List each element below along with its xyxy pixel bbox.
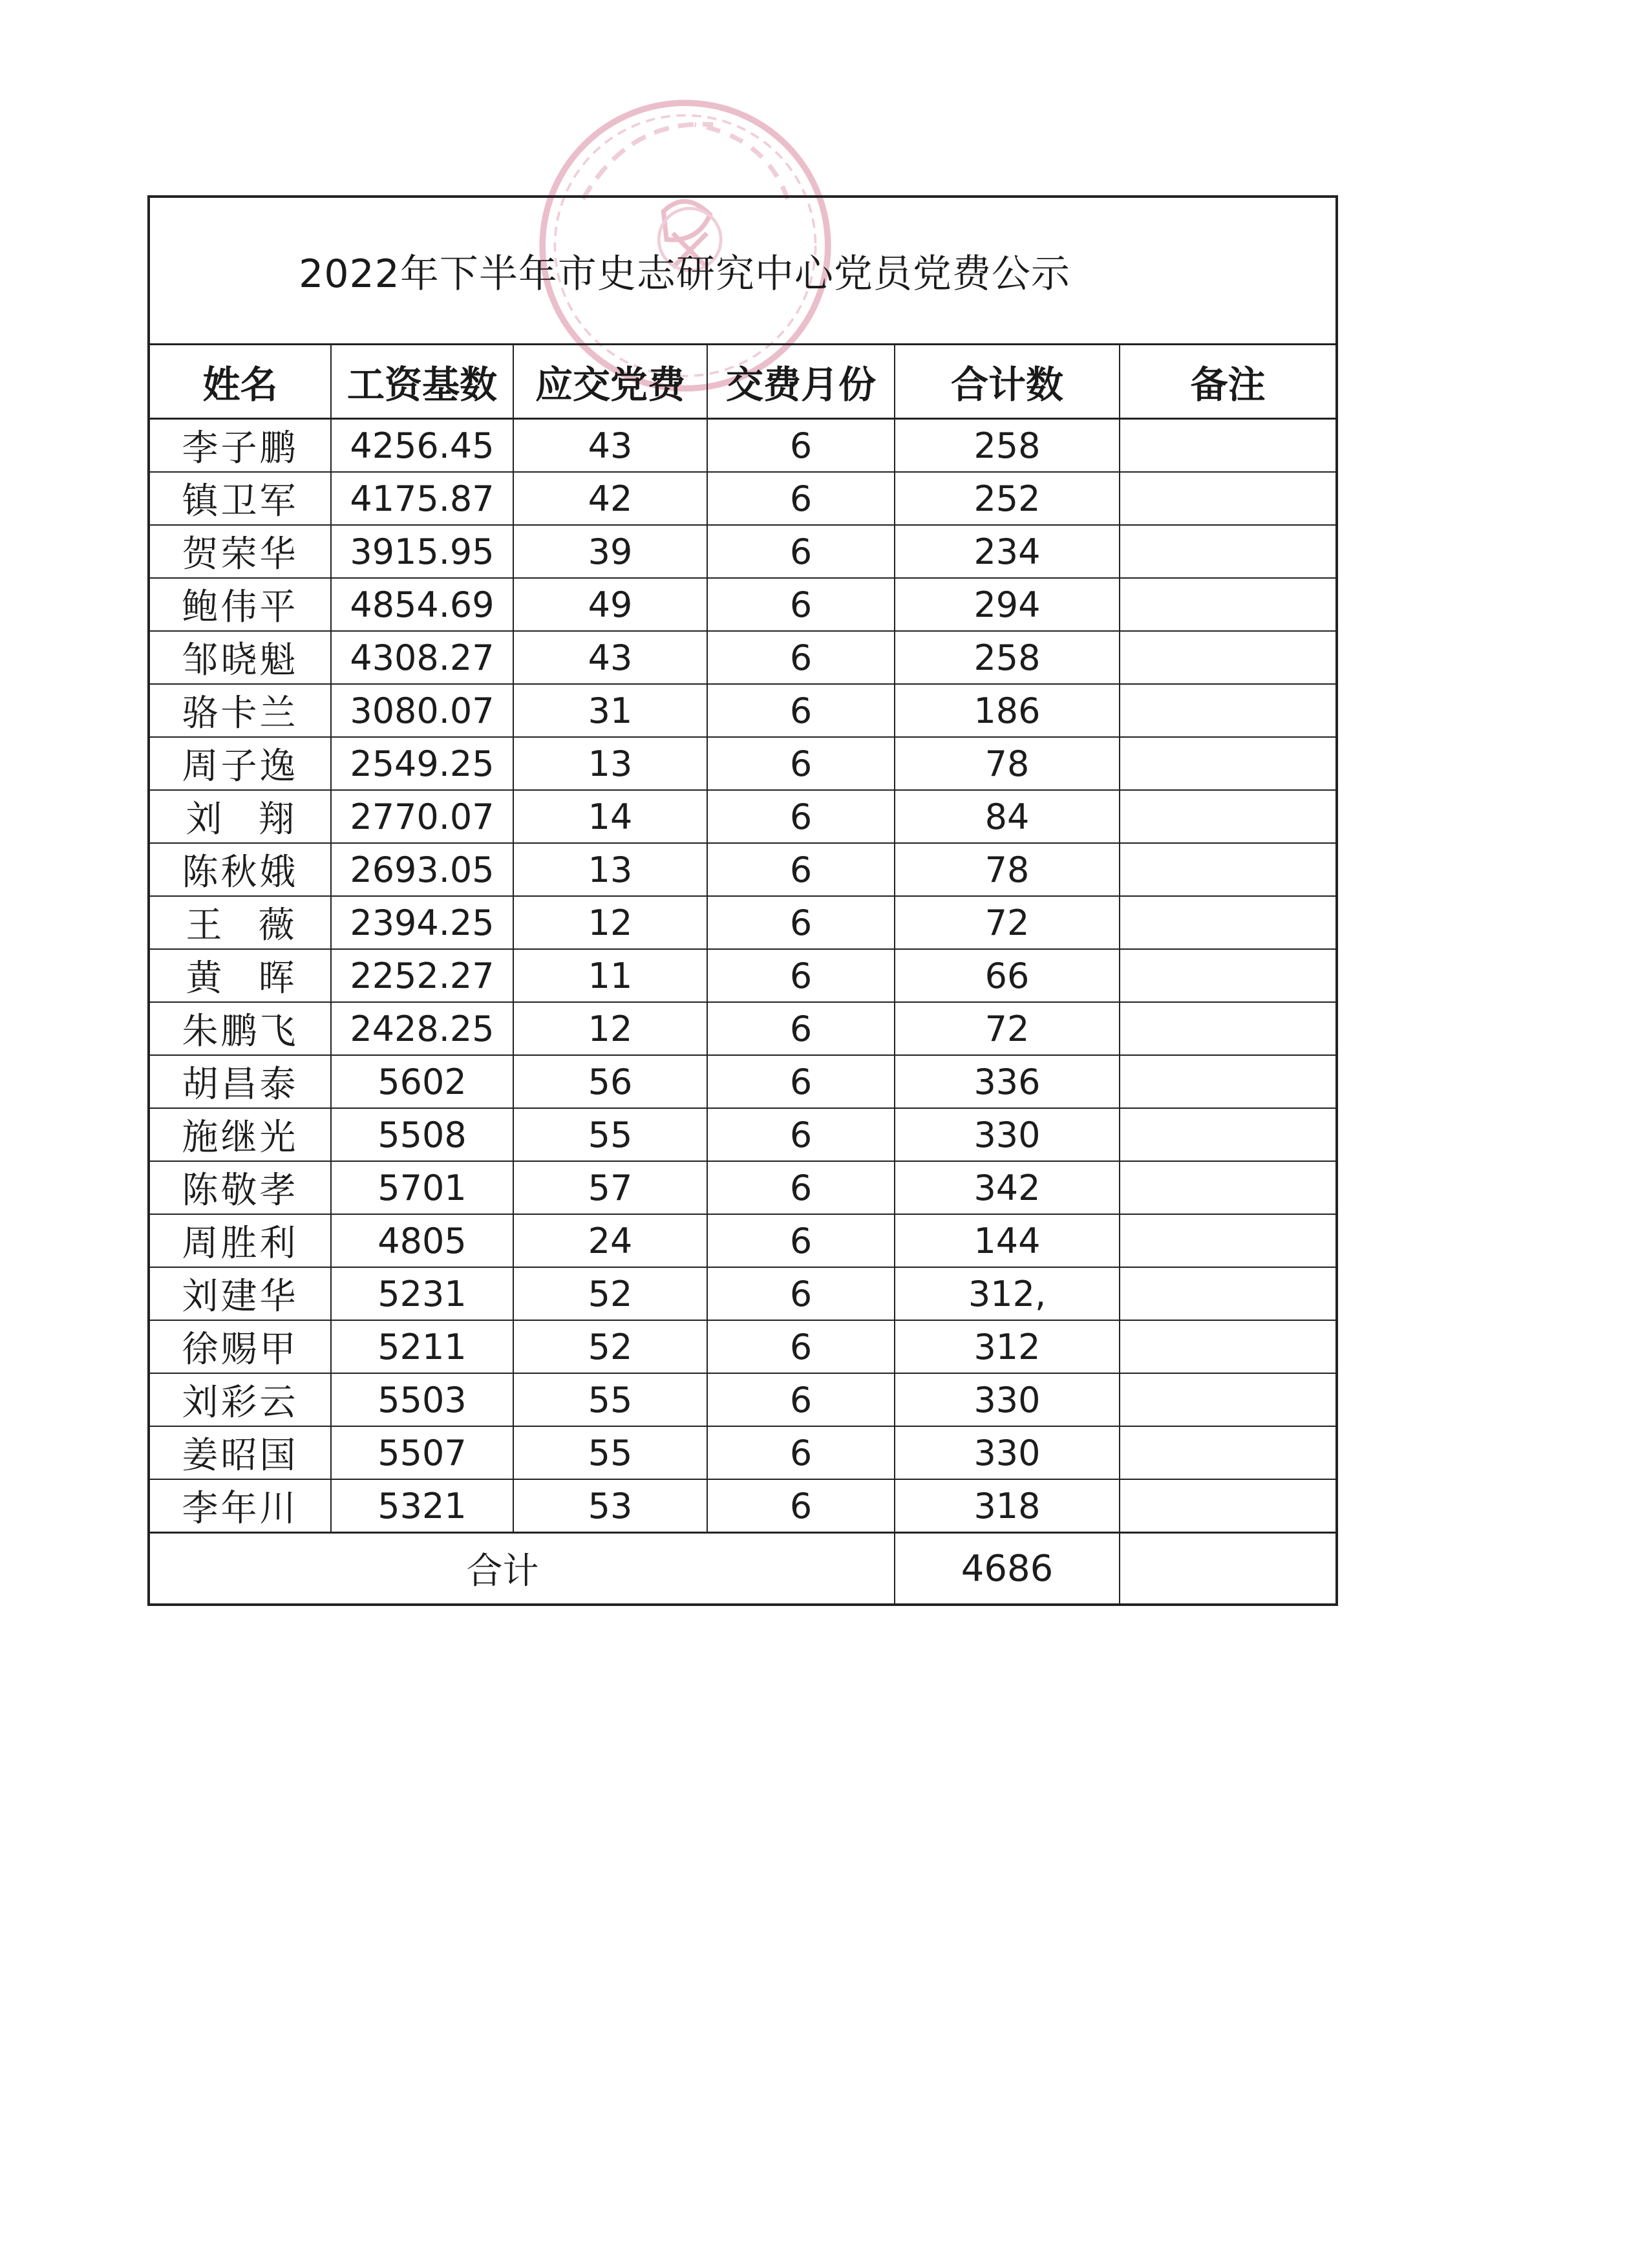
cell-months: 6: [707, 578, 895, 631]
cell-name: 陈敬孝: [150, 1161, 331, 1214]
header-fee-due: 应交党费: [513, 345, 707, 419]
cell-due: 13: [513, 737, 707, 790]
cell-due: 57: [513, 1161, 707, 1214]
cell-salary: 5321: [331, 1479, 513, 1533]
cell-remark: [1120, 896, 1335, 949]
table-row: [150, 1002, 1335, 1055]
cell-remark: [1120, 578, 1335, 631]
cell-due: 53: [513, 1479, 707, 1533]
cell-months: 6: [707, 525, 895, 578]
cell-months: 6: [707, 896, 895, 949]
cell-name: 骆卡兰: [150, 684, 331, 737]
cell-salary: 4854.69: [331, 578, 513, 631]
cell-months: 6: [707, 1373, 895, 1426]
cell-due: 31: [513, 684, 707, 737]
cell-months: 6: [707, 1320, 895, 1373]
table-row: [150, 1161, 1335, 1214]
cell-remark: [1120, 1055, 1335, 1108]
cell-name: 周胜利: [150, 1214, 331, 1267]
cell-due: 12: [513, 1002, 707, 1055]
cell-total: 78: [895, 737, 1120, 790]
cell-name: 王 薇: [150, 896, 331, 949]
table-row: [150, 896, 1335, 949]
cell-total: 258: [895, 631, 1120, 684]
cell-due: 55: [513, 1426, 707, 1479]
cell-months: 6: [707, 1479, 895, 1533]
summary-total: 4686: [895, 1533, 1120, 1604]
summary-row: [150, 1533, 1335, 1604]
cell-remark: [1120, 843, 1335, 896]
table-row: [150, 1108, 1335, 1161]
cell-due: 52: [513, 1267, 707, 1320]
cell-months: 6: [707, 472, 895, 525]
cell-salary: 4256.45: [331, 419, 513, 473]
cell-months: 6: [707, 737, 895, 790]
cell-due: 39: [513, 525, 707, 578]
cell-salary: 4805: [331, 1214, 513, 1267]
table-row: [150, 419, 1335, 473]
cell-total: 318: [895, 1479, 1120, 1533]
cell-remark: [1120, 949, 1335, 1002]
table-row: [150, 1373, 1335, 1426]
cell-remark: [1120, 1479, 1335, 1533]
table-row: [150, 1055, 1335, 1108]
summary-remark: [1120, 1533, 1335, 1604]
summary-label-cell: [150, 1533, 895, 1604]
cell-total: 336: [895, 1055, 1120, 1108]
cell-name: 黄 晖: [150, 949, 331, 1002]
cell-due: 13: [513, 843, 707, 896]
header-name: 姓名: [150, 345, 331, 419]
cell-salary: 2394.25: [331, 896, 513, 949]
cell-months: 6: [707, 631, 895, 684]
cell-remark: [1120, 737, 1335, 790]
table-row: [150, 737, 1335, 790]
cell-months: 6: [707, 684, 895, 737]
cell-due: 42: [513, 472, 707, 525]
cell-remark: [1120, 419, 1335, 473]
cell-remark: [1120, 1214, 1335, 1267]
cell-salary: 5602: [331, 1055, 513, 1108]
cell-due: 43: [513, 419, 707, 473]
cell-salary: 3080.07: [331, 684, 513, 737]
header-remark: 备注: [1120, 345, 1335, 419]
cell-remark: [1120, 1161, 1335, 1214]
cell-name: 贺荣华: [150, 525, 331, 578]
cell-due: 56: [513, 1055, 707, 1108]
cell-due: 49: [513, 578, 707, 631]
header-total: 合计数: [895, 345, 1120, 419]
cell-total: 312: [895, 1320, 1120, 1373]
cell-name: 徐赐甲: [150, 1320, 331, 1373]
title-row: [150, 198, 1335, 345]
header-salary-base: 工资基数: [331, 345, 513, 419]
table-row: [150, 949, 1335, 1002]
cell-total: 186: [895, 684, 1120, 737]
cell-name: 邹晓魁: [150, 631, 331, 684]
table-row: [150, 1214, 1335, 1267]
table-row: [150, 525, 1335, 578]
cell-due: 11: [513, 949, 707, 1002]
cell-salary: 5503: [331, 1373, 513, 1426]
table-row: [150, 578, 1335, 631]
cell-name: 胡昌泰: [150, 1055, 331, 1108]
cell-remark: [1120, 525, 1335, 578]
party-fee-table-sheet: [147, 195, 1338, 1606]
cell-due: 43: [513, 631, 707, 684]
cell-name: 镇卫军: [150, 472, 331, 525]
header-months: 交费月份: [707, 345, 895, 419]
table-header-row: [150, 345, 1335, 419]
cell-name: 陈秋娥: [150, 843, 331, 896]
cell-name: 李年川: [150, 1479, 331, 1533]
cell-remark: [1120, 684, 1335, 737]
cell-due: 12: [513, 896, 707, 949]
cell-months: 6: [707, 790, 895, 843]
cell-salary: 2252.27: [331, 949, 513, 1002]
cell-salary: 2549.25: [331, 737, 513, 790]
cell-remark: [1120, 1108, 1335, 1161]
cell-salary: 2770.07: [331, 790, 513, 843]
cell-total: 330: [895, 1426, 1120, 1479]
cell-total: 342: [895, 1161, 1120, 1214]
summary-label: 合计: [466, 1550, 539, 1592]
cell-name: 刘彩云: [150, 1373, 331, 1426]
cell-total: 72: [895, 1002, 1120, 1055]
cell-remark: [1120, 1267, 1335, 1320]
cell-months: 6: [707, 1161, 895, 1214]
cell-remark: [1120, 1320, 1335, 1373]
table-row: [150, 684, 1335, 737]
cell-total: 258: [895, 419, 1120, 473]
cell-salary: 5231: [331, 1267, 513, 1320]
cell-due: 55: [513, 1108, 707, 1161]
cell-remark: [1120, 1373, 1335, 1426]
cell-due: 55: [513, 1373, 707, 1426]
cell-months: 6: [707, 1108, 895, 1161]
cell-months: 6: [707, 1002, 895, 1055]
cell-name: 施继光: [150, 1108, 331, 1161]
table-row: [150, 1320, 1335, 1373]
cell-salary: 5211: [331, 1320, 513, 1373]
cell-name: 姜昭国: [150, 1426, 331, 1479]
cell-total: 144: [895, 1214, 1120, 1267]
cell-salary: 2693.05: [331, 843, 513, 896]
party-fee-table: [150, 345, 1335, 1603]
cell-remark: [1120, 631, 1335, 684]
cell-salary: 2428.25: [331, 1002, 513, 1055]
table-row: [150, 1267, 1335, 1320]
document-title: 2022年下半年市史志研究中心党员党费公示: [299, 251, 1070, 297]
cell-name: 鲍伟平: [150, 578, 331, 631]
cell-months: 6: [707, 1426, 895, 1479]
cell-total: 72: [895, 896, 1120, 949]
cell-months: 6: [707, 1214, 895, 1267]
cell-total: 252: [895, 472, 1120, 525]
cell-total: 78: [895, 843, 1120, 896]
cell-due: 14: [513, 790, 707, 843]
cell-salary: 3915.95: [331, 525, 513, 578]
cell-salary: 4308.27: [331, 631, 513, 684]
cell-remark: [1120, 472, 1335, 525]
cell-name: 朱鹏飞: [150, 1002, 331, 1055]
table-row: [150, 843, 1335, 896]
table-row: [150, 1479, 1335, 1533]
cell-total: 84: [895, 790, 1120, 843]
cell-remark: [1120, 790, 1335, 843]
cell-name: 刘建华: [150, 1267, 331, 1320]
cell-total: 234: [895, 525, 1120, 578]
cell-remark: [1120, 1002, 1335, 1055]
cell-salary: 5507: [331, 1426, 513, 1479]
cell-total: 330: [895, 1373, 1120, 1426]
cell-due: 24: [513, 1214, 707, 1267]
table-row: [150, 790, 1335, 843]
cell-months: 6: [707, 949, 895, 1002]
cell-total: 312,: [895, 1267, 1120, 1320]
cell-name: 刘 翔: [150, 790, 331, 843]
table-row: [150, 1426, 1335, 1479]
cell-total: 330: [895, 1108, 1120, 1161]
cell-months: 6: [707, 1267, 895, 1320]
cell-salary: 5701: [331, 1161, 513, 1214]
cell-salary: 4175.87: [331, 472, 513, 525]
cell-months: 6: [707, 419, 895, 473]
cell-salary: 5508: [331, 1108, 513, 1161]
cell-name: 李子鹏: [150, 419, 331, 473]
cell-due: 52: [513, 1320, 707, 1373]
cell-months: 6: [707, 1055, 895, 1108]
cell-name: 周子逸: [150, 737, 331, 790]
cell-remark: [1120, 1426, 1335, 1479]
cell-total: 294: [895, 578, 1120, 631]
table-row: [150, 472, 1335, 525]
cell-total: 66: [895, 949, 1120, 1002]
cell-months: 6: [707, 843, 895, 896]
table-row: [150, 631, 1335, 684]
